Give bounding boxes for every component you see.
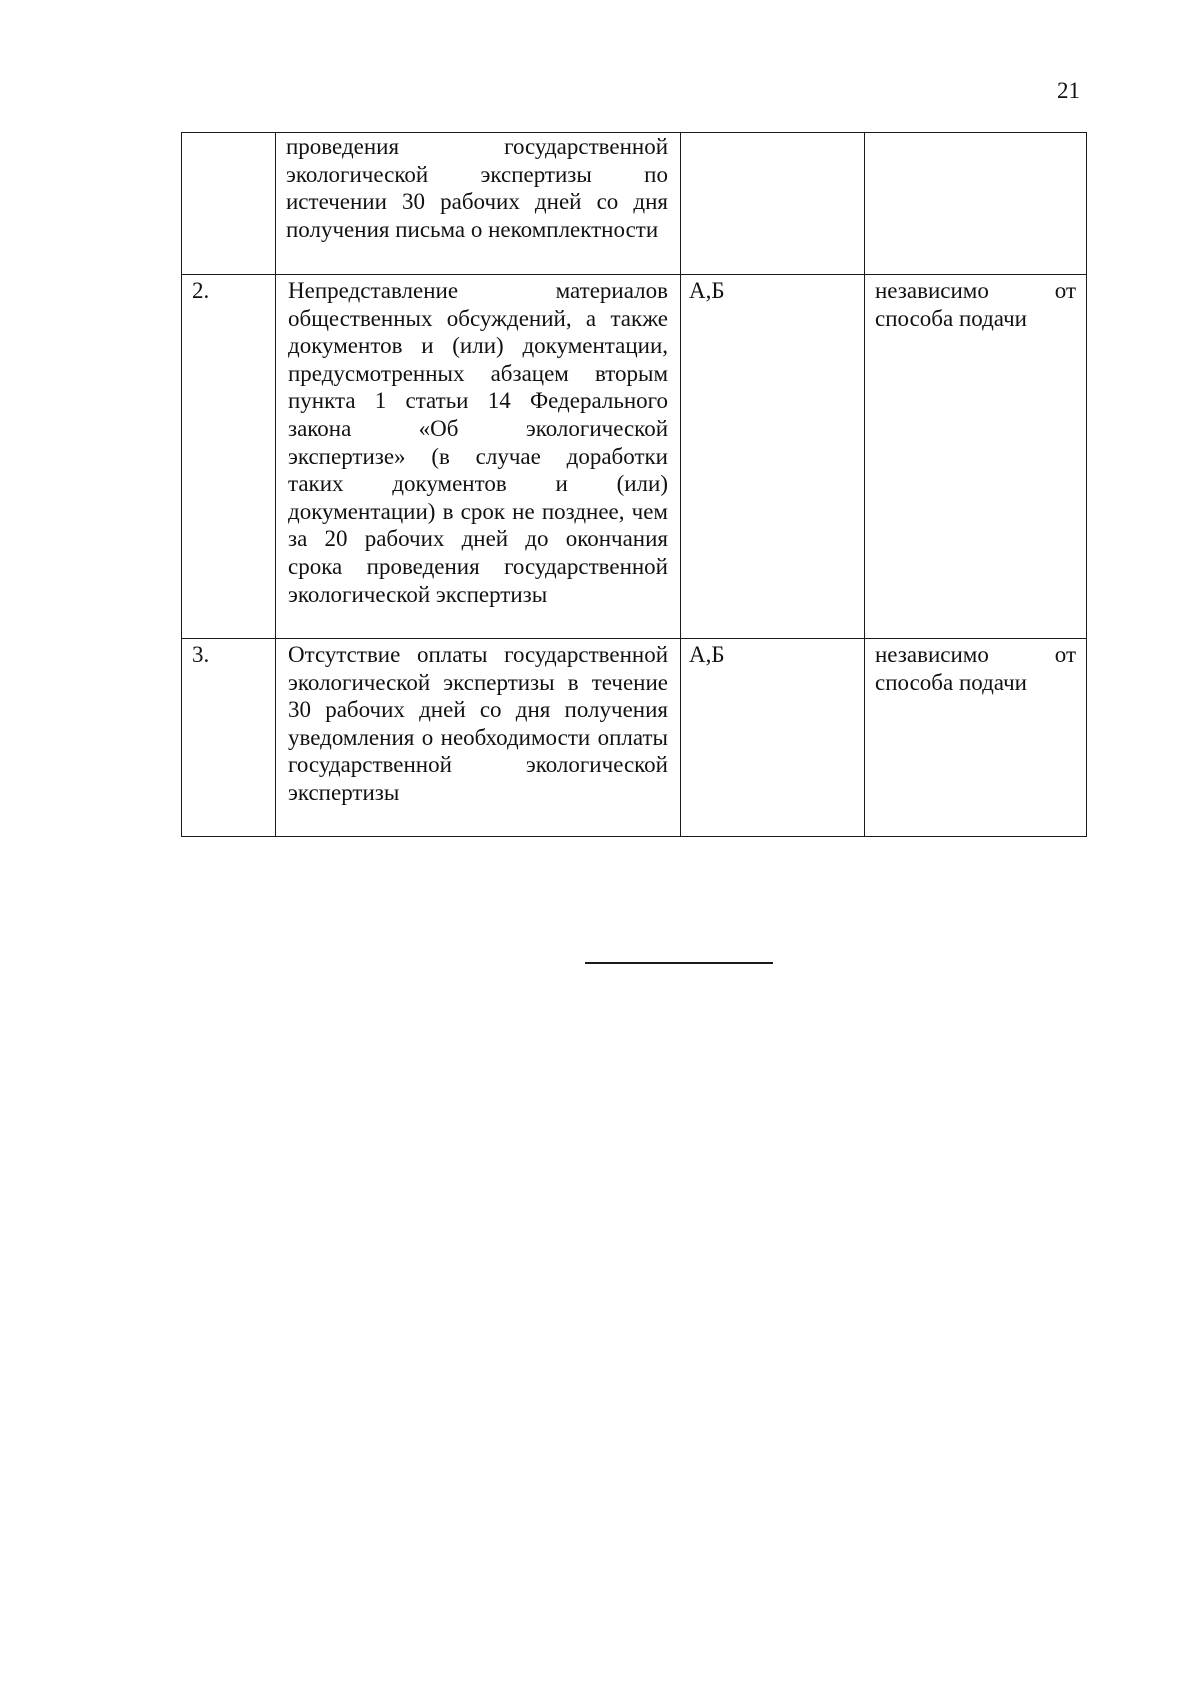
reason-text: Непредставление материалов общественных обсуждений, а также документов и (или) документации, предусмотренных абзацем вторым пункта 1 статьи 14 Федерального закона «Об экологической экспертизе» (в случае доработки таких документов и (или) документации) в срок не позднее, чем за 20 рабочих дней до окончания срока проведения государственной экологической экспертизы (288, 278, 668, 607)
reason-cell (276, 133, 681, 275)
page-number: 21 (1057, 78, 1080, 103)
category-cell (681, 133, 865, 275)
table-row (182, 639, 1087, 837)
table-row-continuation (182, 133, 1087, 275)
note-line (875, 277, 1076, 305)
row-number-cell: 2. (182, 275, 276, 639)
reason-cell (276, 639, 681, 837)
note-line (875, 641, 1076, 669)
note-word: независимо (875, 642, 989, 667)
note-line: способа подачи (875, 669, 1027, 695)
note-word: от (1054, 278, 1076, 303)
note-word: от (1054, 642, 1076, 667)
end-of-document-rule (585, 962, 773, 964)
table-row (182, 275, 1087, 639)
note-cell (865, 639, 1087, 837)
row-number-cell: 3. (182, 639, 276, 837)
reason-text: Отсутствие оплаты государственной экологической экспертизы в течение 30 рабочих дней со дня получения уведомления о необходимости оплаты государственной экологической экспертизы (288, 642, 668, 805)
category-cell: А,Б (681, 639, 865, 837)
note-cell (865, 275, 1087, 639)
note-cell (865, 133, 1087, 275)
refusal-grounds-table (181, 132, 1087, 837)
note-line: способа подачи (875, 305, 1027, 331)
reason-cell (276, 275, 681, 639)
note-word: независимо (875, 278, 989, 303)
reason-text: проведения государственной экологической экспертизы по истечении 30 рабочих дней со дня получения письма о некомплектности (286, 134, 668, 242)
category-cell: А,Б (681, 275, 865, 639)
row-number-cell (182, 133, 276, 275)
